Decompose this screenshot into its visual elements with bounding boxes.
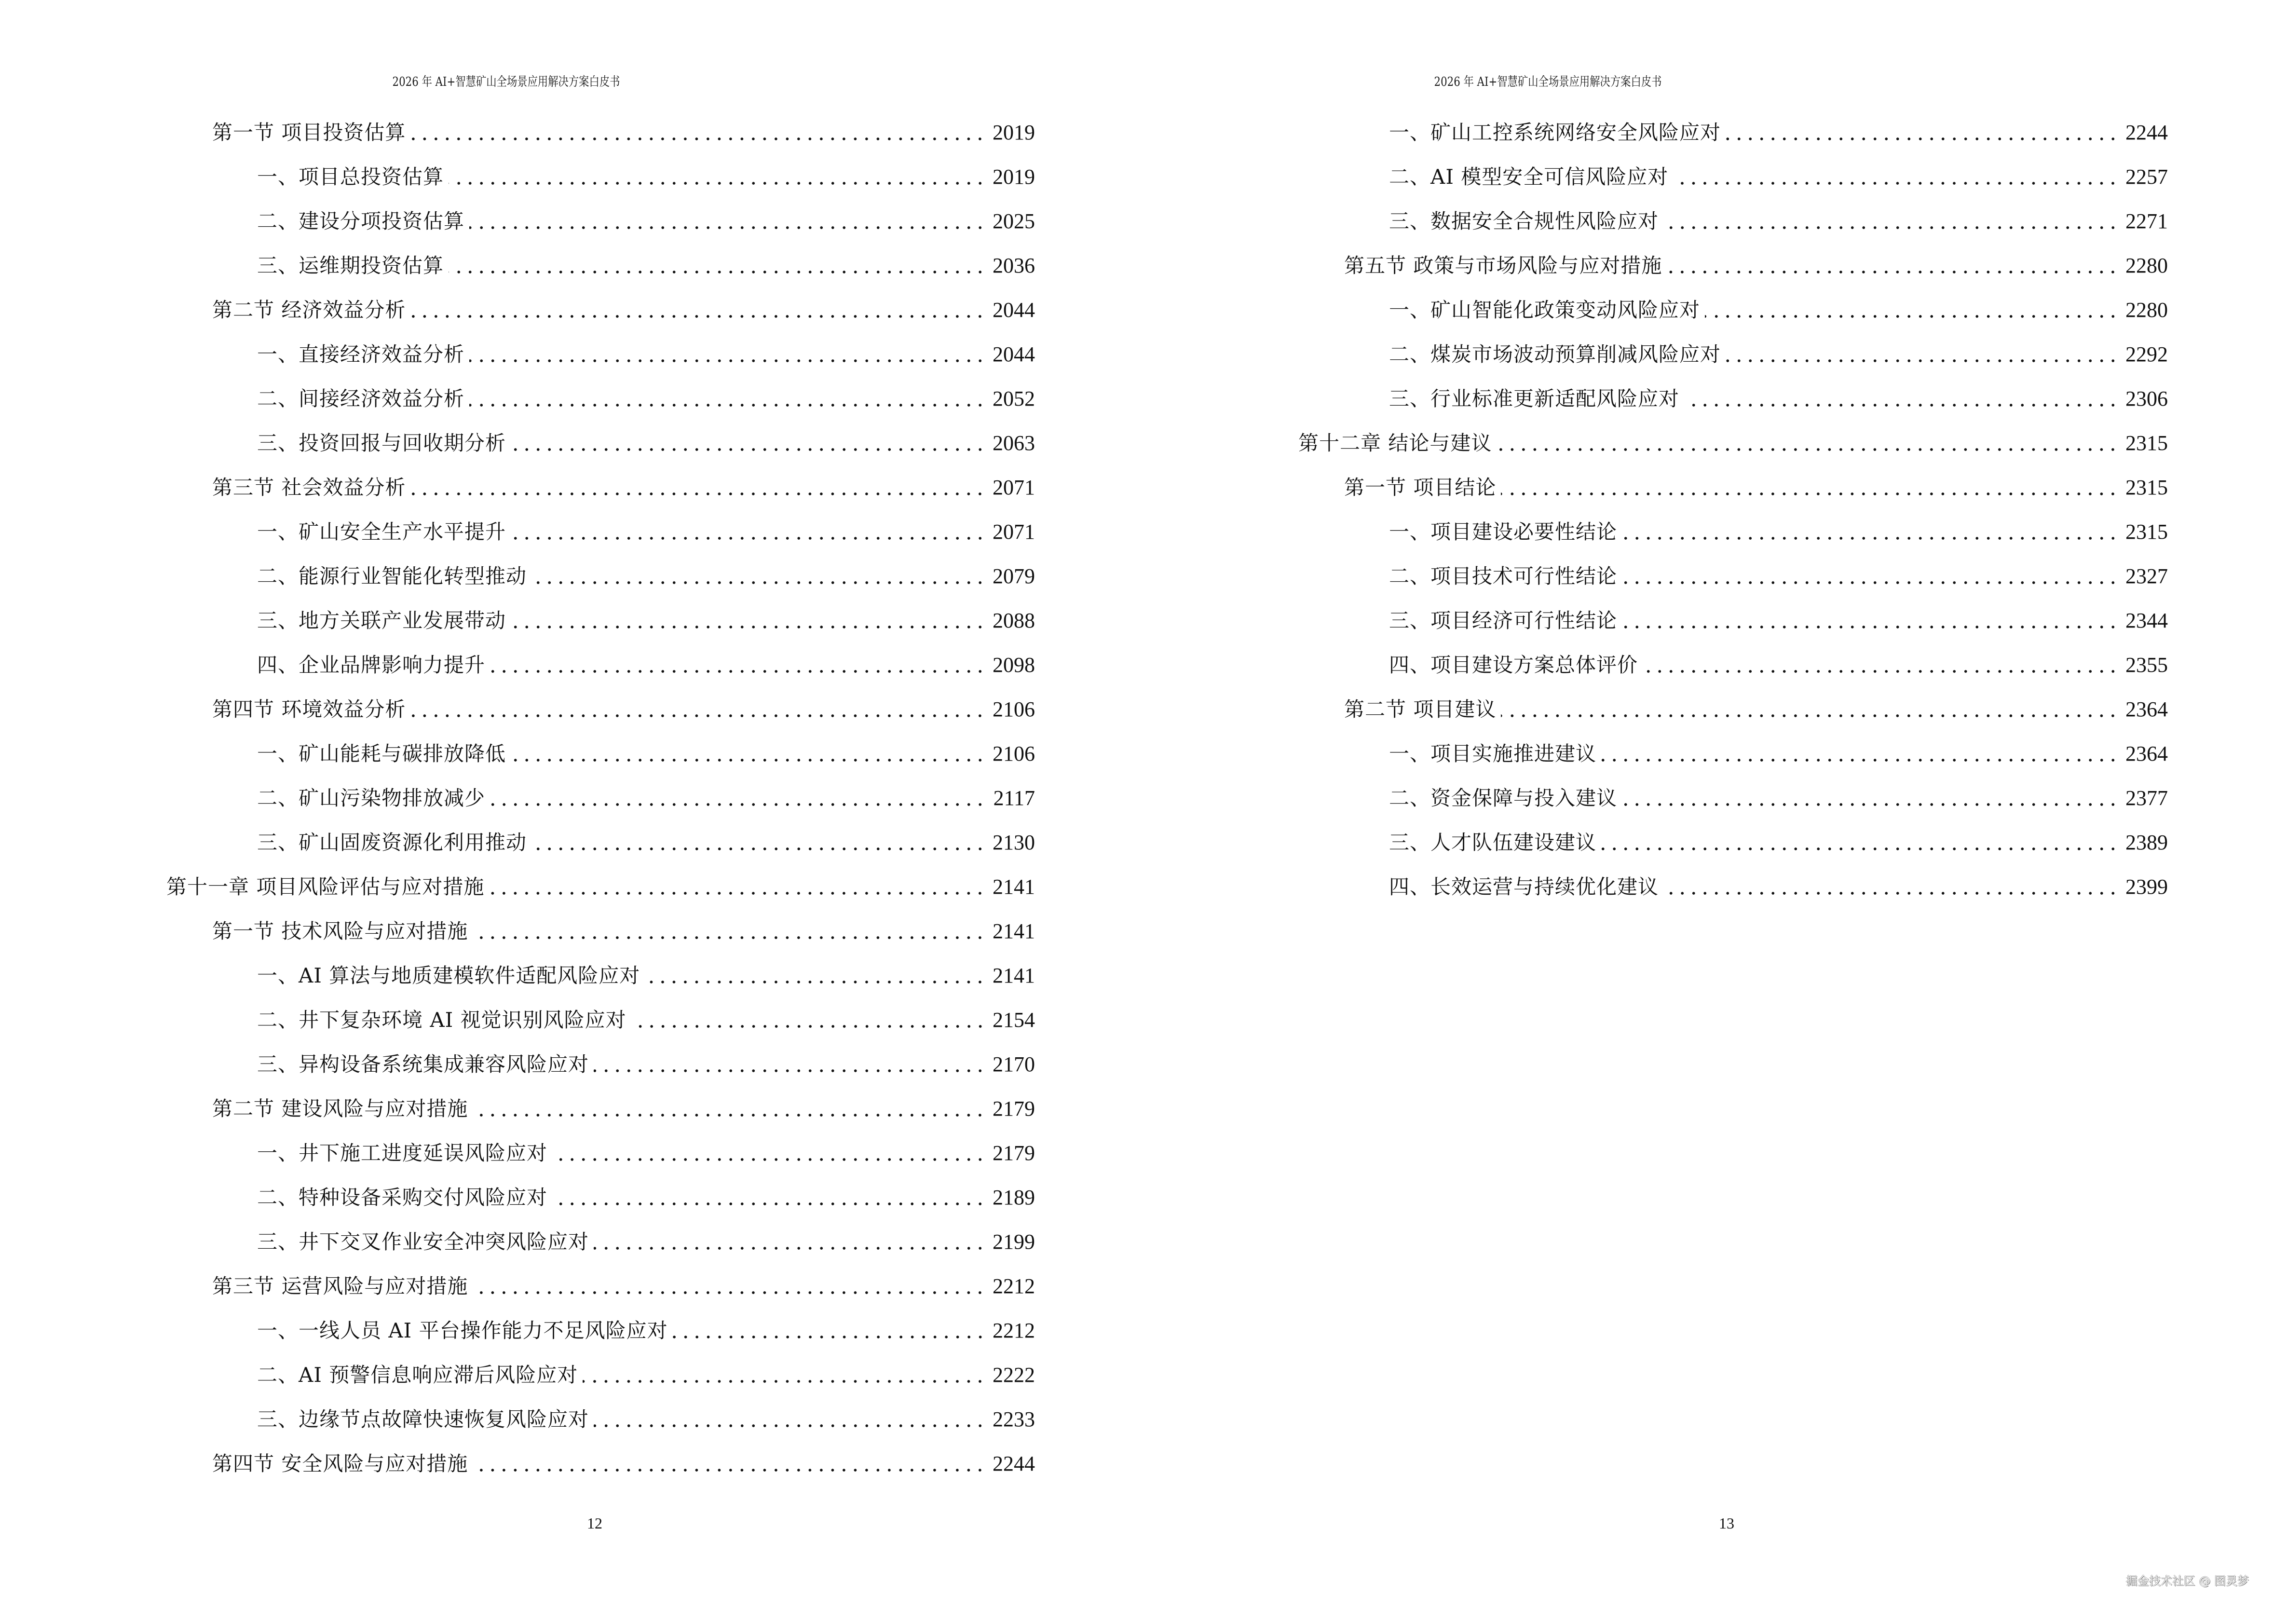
toc-entry-page-number: 2019 bbox=[993, 165, 1035, 189]
watermark: 掘金技术社区 @ 图灵梦 bbox=[2126, 1574, 2249, 1588]
toc-entry-item[interactable] bbox=[0, 785, 2168, 829]
toc-entry-page-number: 2292 bbox=[2125, 342, 2168, 366]
toc-entry-title: 第一节 项目结论 bbox=[1344, 476, 1497, 499]
toc-entry-item[interactable] bbox=[0, 519, 2168, 563]
toc-entry-title: 第二节 项目建议 bbox=[1344, 697, 1497, 721]
toc-entry-page-number: 2154 bbox=[993, 1008, 1035, 1032]
toc-entry-title: 第五节 政策与市场风险与应对措施 bbox=[1344, 254, 1662, 277]
toc-entry-page-number: 2280 bbox=[2125, 254, 2168, 277]
toc-entry-page-number: 2222 bbox=[993, 1363, 1035, 1387]
dot-leader bbox=[473, 918, 986, 945]
dot-leader bbox=[1726, 119, 2119, 146]
toc-entry-item[interactable] bbox=[0, 1317, 1035, 1362]
dot-leader bbox=[594, 1406, 986, 1433]
toc-entry-title: 三、矿山固废资源化利用推动 bbox=[257, 831, 527, 854]
right-page bbox=[1144, 0, 2287, 1624]
toc-entry-title: 一、AI 算法与地质建模软件适配风险应对 bbox=[257, 964, 640, 987]
toc-entry-page-number: 2141 bbox=[993, 964, 1035, 987]
toc-entry-page-number: 2130 bbox=[993, 831, 1035, 854]
dot-leader bbox=[1501, 696, 2119, 723]
toc-entry-page-number: 2212 bbox=[993, 1319, 1035, 1342]
toc-entry-section[interactable] bbox=[0, 252, 2168, 297]
toc-entry-page-number: 2306 bbox=[2125, 387, 2168, 410]
toc-entry-title: 一、矿山能耗与碳排放降低 bbox=[257, 742, 506, 765]
toc-entry-title: 一、项目实施推进建议 bbox=[1389, 742, 1597, 765]
dot-leader bbox=[1705, 297, 2119, 324]
toc-entry-title: 第一节 技术风险与应对措施 bbox=[212, 919, 468, 943]
toc-entry-page-number: 2364 bbox=[2125, 697, 2168, 721]
toc-entry-page-number: 2244 bbox=[993, 1452, 1035, 1475]
toc-entry-title: 第十二章 结论与建议 bbox=[1298, 431, 1492, 455]
dot-leader bbox=[1601, 740, 2119, 767]
toc-entry-page-number: 2257 bbox=[2125, 165, 2168, 189]
toc-entry-section[interactable] bbox=[0, 1095, 1035, 1140]
toc-entry-item[interactable] bbox=[0, 1228, 1035, 1273]
dot-leader bbox=[1622, 785, 2119, 812]
toc-entry-page-number: 2071 bbox=[993, 476, 1035, 499]
running-header: 2026 年 AI+智慧矿山全场景应用解决方案白皮书 bbox=[1434, 75, 1662, 89]
toc-entry-page-number: 2399 bbox=[2125, 875, 2168, 899]
toc-entry-item[interactable] bbox=[0, 873, 2168, 918]
toc-entry-item[interactable] bbox=[0, 829, 2168, 873]
dot-leader bbox=[594, 1228, 986, 1256]
toc-entry-page-number: 2088 bbox=[993, 609, 1035, 632]
toc-entry-title: 二、矿山污染物排放减少 bbox=[257, 786, 486, 810]
toc-entry-page-number: 2344 bbox=[2125, 609, 2168, 632]
dot-leader bbox=[552, 1184, 986, 1211]
toc-entry-item[interactable] bbox=[0, 208, 2168, 252]
toc-entry-item[interactable] bbox=[0, 119, 2168, 164]
toc-entry-title: 一、一线人员 AI 平台操作能力不足风险应对 bbox=[257, 1319, 668, 1342]
toc-entry-item[interactable] bbox=[0, 164, 2168, 208]
toc-entry-page-number: 2355 bbox=[2125, 653, 2168, 677]
toc-entry-title: 第四节 安全风险与应对措施 bbox=[212, 1452, 468, 1475]
dot-leader bbox=[1601, 829, 2119, 856]
toc-entry-title: 一、矿山安全生产水平提升 bbox=[257, 520, 506, 544]
running-header: 2026 年 AI+智慧矿山全场景应用解决方案白皮书 bbox=[392, 75, 620, 89]
toc-entry-page-number: 2389 bbox=[2125, 831, 2168, 854]
toc-entry-item[interactable] bbox=[0, 1051, 1035, 1095]
toc-entry-section[interactable] bbox=[0, 696, 2168, 740]
toc-entry-title: 第三节 运营风险与应对措施 bbox=[212, 1274, 468, 1298]
toc-entry-page-number: 2098 bbox=[993, 653, 1035, 677]
dot-leader bbox=[631, 1007, 986, 1034]
toc-entry-title: 二、间接经济效益分析 bbox=[257, 387, 465, 410]
toc-entry-title: 二、井下复杂环境 AI 视觉识别风险应对 bbox=[257, 1008, 626, 1032]
dot-leader bbox=[1673, 164, 2119, 191]
toc-entry-title: 三、行业标准更新适配风险应对 bbox=[1389, 387, 1680, 410]
toc-entry-item[interactable] bbox=[0, 607, 2168, 652]
toc-entry-item[interactable] bbox=[0, 385, 2168, 430]
toc-entry-page-number: 2315 bbox=[2125, 520, 2168, 544]
toc-entry-page-number: 2364 bbox=[2125, 742, 2168, 765]
toc-entry-page-number: 2179 bbox=[993, 1097, 1035, 1120]
toc-entry-page-number: 2141 bbox=[993, 875, 1035, 899]
dot-leader bbox=[645, 962, 986, 989]
toc-entry-section[interactable] bbox=[0, 1273, 1035, 1317]
toc-entry-title: 三、投资回报与回收期分析 bbox=[257, 431, 506, 455]
toc-entry-title: 一、矿山工控系统网络安全风险应对 bbox=[1389, 121, 1721, 144]
toc-entry-item[interactable] bbox=[0, 652, 2168, 696]
toc-entry-page-number: 2189 bbox=[993, 1186, 1035, 1209]
toc-entry-item[interactable] bbox=[0, 341, 2168, 385]
toc-entry-title: 一、井下施工进度延误风险应对 bbox=[257, 1141, 548, 1165]
dot-leader bbox=[473, 1273, 986, 1300]
toc-entry-title: 三、边缘节点故障快速恢复风险应对 bbox=[257, 1407, 589, 1431]
toc-entry-page-number: 2025 bbox=[993, 209, 1035, 233]
toc-entry-page-number: 2044 bbox=[993, 342, 1035, 366]
toc-entry-title: 一、矿山智能化政策变动风险应对 bbox=[1389, 298, 1701, 322]
dot-leader bbox=[1663, 873, 2119, 901]
toc-entry-item[interactable] bbox=[0, 563, 2168, 607]
toc-entry-title: 第一节 项目投资估算 bbox=[212, 121, 406, 144]
dot-leader bbox=[552, 1140, 986, 1167]
toc-entry-page-number: 2063 bbox=[993, 431, 1035, 455]
toc-entry-title: 一、直接经济效益分析 bbox=[257, 342, 465, 366]
toc-entry-page-number: 2079 bbox=[993, 564, 1035, 588]
toc-entry-page-number: 2106 bbox=[993, 742, 1035, 765]
dot-leader bbox=[583, 1362, 986, 1389]
toc-entry-section[interactable] bbox=[0, 918, 1035, 962]
toc-entry-page-number: 2019 bbox=[993, 121, 1035, 144]
toc-entry-title: 二、项目技术可行性结论 bbox=[1389, 564, 1618, 588]
page-number: 13 bbox=[1719, 1515, 1734, 1532]
toc-entry-title: 二、特种设备采购交付风险应对 bbox=[257, 1186, 548, 1209]
dot-leader bbox=[1684, 385, 2119, 412]
toc-entry-item[interactable] bbox=[0, 962, 1035, 1007]
toc-entry-title: 第二节 经济效益分析 bbox=[212, 298, 406, 322]
toc-entry-title: 一、项目总投资估算 bbox=[257, 165, 444, 189]
toc-entry-title: 二、建设分项投资估算 bbox=[257, 209, 465, 233]
toc-entry-title: 第十一章 项目风险评估与应对措施 bbox=[166, 875, 485, 899]
toc-entry-section[interactable] bbox=[0, 474, 2168, 519]
toc-entry-item[interactable] bbox=[0, 297, 2168, 341]
toc-entry-page-number: 2106 bbox=[993, 697, 1035, 721]
toc-entry-title: 二、AI 模型安全可信风险应对 bbox=[1389, 165, 1669, 189]
toc-entry-title: 四、项目建设方案总体评价 bbox=[1389, 653, 1638, 677]
dot-leader bbox=[1497, 430, 2119, 457]
toc-entry-item[interactable] bbox=[0, 1007, 1035, 1051]
toc-entry-page-number: 2212 bbox=[993, 1274, 1035, 1298]
dot-leader bbox=[473, 1450, 986, 1477]
toc-entry-chapter[interactable] bbox=[0, 430, 2168, 474]
dot-leader bbox=[673, 1317, 986, 1344]
toc-entry-title: 四、长效运营与持续优化建议 bbox=[1389, 875, 1659, 899]
toc-entry-page-number: 2141 bbox=[993, 919, 1035, 943]
toc-entry-item[interactable] bbox=[0, 1184, 1035, 1228]
toc-entry-title: 三、人才队伍建设建议 bbox=[1389, 831, 1597, 854]
toc-entry-item[interactable] bbox=[0, 1406, 1035, 1450]
toc-entry-page-number: 2071 bbox=[993, 520, 1035, 544]
table-of-contents bbox=[0, 119, 2168, 918]
page-number: 12 bbox=[587, 1515, 602, 1532]
toc-entry-title: 二、资金保障与投入建议 bbox=[1389, 786, 1618, 810]
toc-entry-page-number: 2117 bbox=[993, 786, 1035, 810]
toc-entry-page-number: 2233 bbox=[993, 1407, 1035, 1431]
toc-entry-page-number: 2036 bbox=[993, 254, 1035, 277]
toc-entry-title: 四、企业品牌影响力提升 bbox=[257, 653, 486, 677]
toc-entry-page-number: 2170 bbox=[993, 1052, 1035, 1076]
dot-leader bbox=[1726, 341, 2119, 368]
toc-entry-title: 二、能源行业智能化转型推动 bbox=[257, 564, 527, 588]
toc-entry-title: 三、项目经济可行性结论 bbox=[1389, 609, 1618, 632]
toc-entry-page-number: 2052 bbox=[993, 387, 1035, 410]
toc-entry-title: 第二节 建设风险与应对措施 bbox=[212, 1097, 468, 1120]
toc-entry-page-number: 2315 bbox=[2125, 431, 2168, 455]
toc-entry-page-number: 2199 bbox=[993, 1230, 1035, 1254]
toc-entry-page-number: 2327 bbox=[2125, 564, 2168, 588]
toc-entry-title: 三、运维期投资估算 bbox=[257, 254, 444, 277]
toc-entry-section[interactable] bbox=[0, 1450, 1035, 1495]
dot-leader bbox=[1622, 563, 2119, 590]
dot-leader bbox=[1643, 652, 2119, 679]
toc-entry-item[interactable] bbox=[0, 1362, 1035, 1406]
toc-entry-page-number: 2377 bbox=[2125, 786, 2168, 810]
toc-entry-page-number: 2271 bbox=[2125, 209, 2168, 233]
toc-entry-item[interactable] bbox=[0, 740, 2168, 785]
toc-entry-page-number: 2179 bbox=[993, 1141, 1035, 1165]
toc-entry-page-number: 2044 bbox=[993, 298, 1035, 322]
toc-entry-page-number: 2280 bbox=[2125, 298, 2168, 322]
dot-leader bbox=[473, 1095, 986, 1122]
toc-entry-title: 三、井下交叉作业安全冲突风险应对 bbox=[257, 1230, 589, 1254]
toc-entry-page-number: 2315 bbox=[2125, 476, 2168, 499]
dot-leader bbox=[1501, 474, 2119, 501]
dot-leader bbox=[1622, 607, 2119, 634]
dot-leader bbox=[1663, 208, 2119, 235]
toc-entry-title: 第三节 社会效益分析 bbox=[212, 476, 406, 499]
dot-leader bbox=[594, 1051, 986, 1078]
toc-entry-item[interactable] bbox=[0, 1140, 1035, 1184]
toc-entry-page-number: 2244 bbox=[2125, 121, 2168, 144]
toc-entry-title: 第四节 环境效益分析 bbox=[212, 697, 406, 721]
dot-leader bbox=[1667, 252, 2119, 279]
toc-entry-title: 三、异构设备系统集成兼容风险应对 bbox=[257, 1052, 589, 1076]
dot-leader bbox=[1622, 519, 2119, 546]
toc-entry-title: 三、数据安全合规性风险应对 bbox=[1389, 209, 1659, 233]
toc-entry-title: 三、地方关联产业发展带动 bbox=[257, 609, 506, 632]
toc-entry-title: 一、项目建设必要性结论 bbox=[1389, 520, 1618, 544]
toc-entry-title: 二、煤炭市场波动预算削减风险应对 bbox=[1389, 342, 1721, 366]
toc-entry-title: 二、AI 预警信息响应滞后风险应对 bbox=[257, 1363, 578, 1387]
